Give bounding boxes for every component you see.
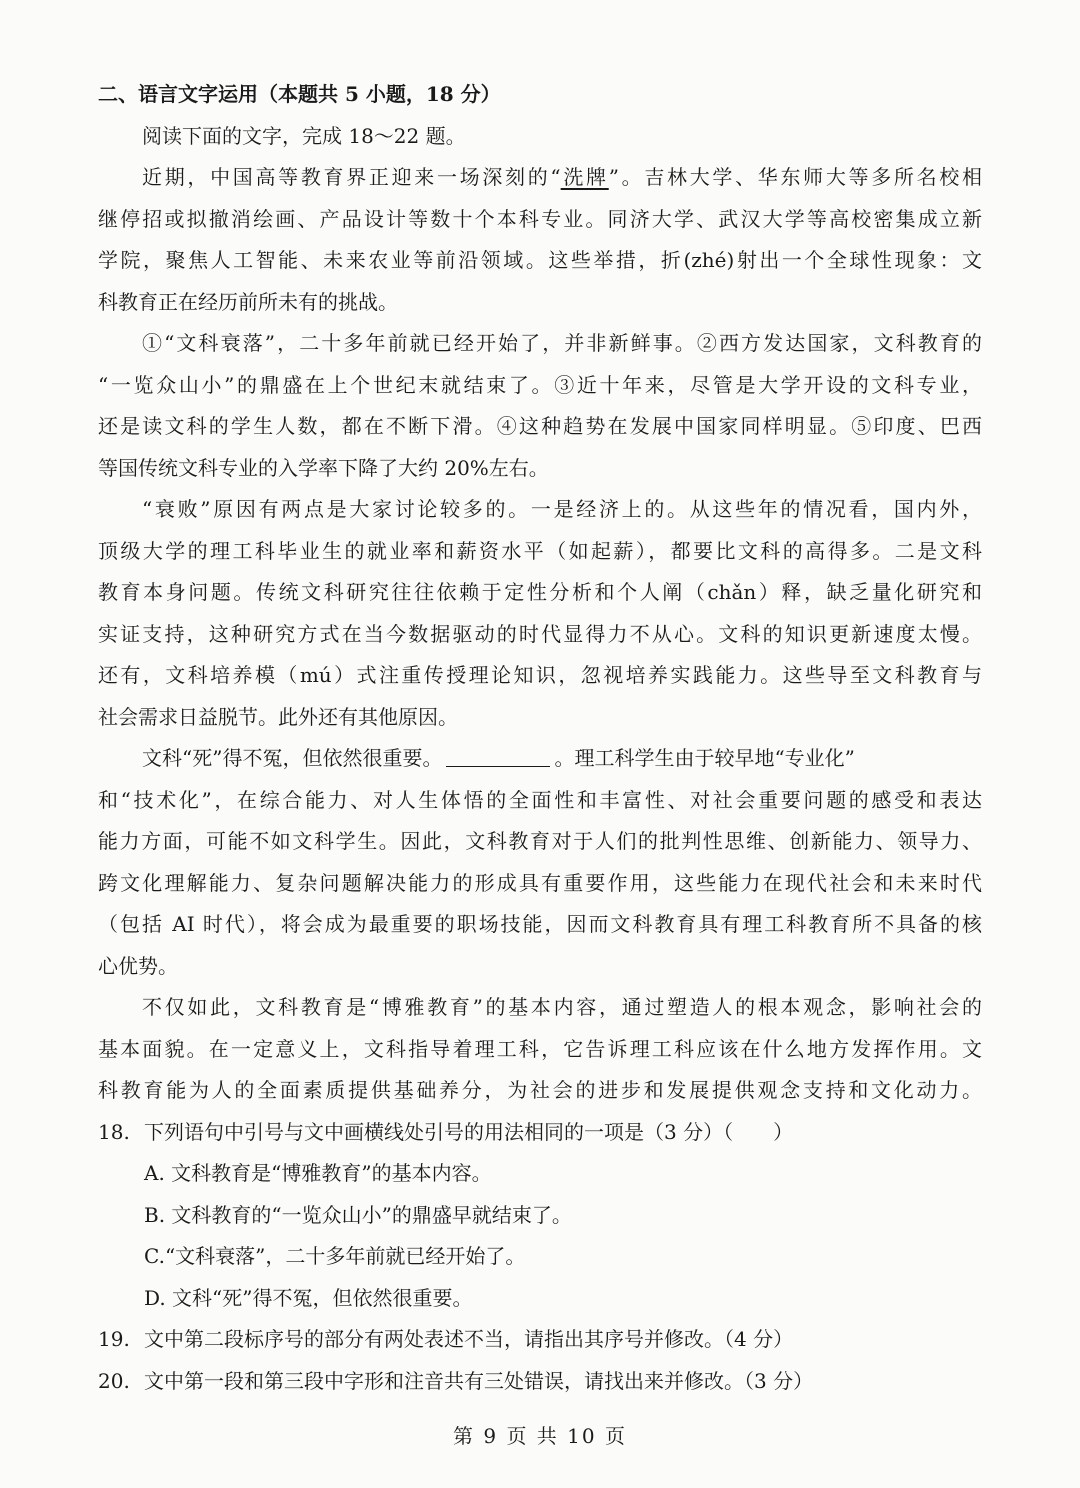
question-20: 20. 文中第一段和第三段中字形和注音共有三处错误，请找出来并修改。（3 分） (98, 1368, 814, 1393)
p5-line-1: 不仅如此，文科教育是“博雅教育”的基本内容，通过塑造人的根本观念，影响社会的 (142, 995, 982, 1019)
p4-line-4: 跨文化理解能力、复杂问题解决能力的形成具有重要作用，这些能力在现代社会和未来时代 (98, 870, 982, 895)
p5-line-2: 基本面貌。在一定意义上，文科指导着理工科，它告诉理工科应该在什么地方发挥作用。文 (98, 1036, 982, 1061)
p4-line-5: （包括 AI 时代），将会成为最重要的职场技能，因而文科教育具有理工科教育所不具备的核 (98, 912, 982, 936)
p3-line-5: 还有，文科培养模（mú）式注重传授理论知识，忽视培养实践能力。这些导至文科教育与 (98, 663, 982, 687)
p4-line-6: 心优势。 (98, 953, 178, 978)
p5-line-3: 科教育能为人的全面素质提供基础养分，为社会的进步和发展提供观念支持和文化动力。 (98, 1078, 982, 1102)
page-content (98, 74, 982, 1402)
instruction: 阅读下面的文字，完成 18～22 题。 (142, 123, 466, 148)
p4-line-2: 和“技术化”，在综合能力、对人生体悟的全面性和丰富性、对社会重要问题的感受和表达 (98, 787, 982, 812)
page-footer: 第 9 页 共 10 页 (453, 1424, 627, 1448)
option-c[interactable]: C.“文科衰落”，二十多年前就已经开始了。 (144, 1244, 526, 1268)
p3-line-3: 教育本身问题。传统文科研究往往依赖于定性分析和个人阐（chǎn）释，缺乏量化研究和 (98, 580, 982, 604)
option-a[interactable]: A. 文科教育是“博雅教育”的基本内容。 (144, 1161, 492, 1185)
section-title: 二、语言文字运用（本题共 5 小题，18 分） (98, 82, 501, 106)
p2-line-2: “一览众山小”的鼎盛在上个世纪末就结束了。③近十年来，尽管是大学开设的文科专业， (98, 372, 982, 397)
p1-line-2: 继停招或拟撤消绘画、产品设计等数十个本科专业。同济大学、武汉大学等高校密集成立新 (98, 206, 982, 231)
p4-line-3: 能力方面，可能不如文科学生。因此，文科教育对于人们的批判性思维、创新能力、领导力、 (98, 829, 982, 853)
p2-line-4: 等国传统文科专业的入学率下降了大约 20%左右。 (98, 455, 549, 480)
question-18: 18. 下列语句中引号与文中画横线处引号的用法相同的一项是（3 分）（ ） (98, 1119, 794, 1144)
p2-line-3: 还是读文科的学生人数，都在不断下滑。④这种趋势在发展中国家同样明显。⑤印度、巴西 (98, 414, 982, 438)
question-19: 19. 文中第二段标序号的部分有两处表述不当，请指出其序号并修改。（4 分） (98, 1327, 794, 1351)
p2-line-1: ①“文科衰落”，二十多年前就已经开始了，并非新鲜事。②西方发达国家，文科教育的 (142, 331, 982, 355)
fill-in-blank[interactable] (446, 742, 550, 767)
p3-line-6: 社会需求日益脱节。此外还有其他原因。 (98, 704, 458, 729)
p3-line-1: “衰败”原因有两点是大家讨论较多的。一是经济上的。从这些年的情况看，国内外， (142, 497, 982, 521)
p3-line-2: 顶级大学的理工科毕业生的就业率和薪资水平（如起薪），都要比文科的高得多。二是文科 (98, 538, 982, 563)
p1-line-4: 科教育正在经历前所未有的挑战。 (98, 289, 398, 314)
underlined-word: 洗牌 (560, 165, 609, 189)
p1-line-3: 学院，聚焦人工智能、未来农业等前沿领域。这些举措，折(zhé)射出一个全球性现象：文 (98, 248, 982, 272)
option-d[interactable]: D. 文科“死”得不冤，但依然很重要。 (144, 1285, 473, 1310)
option-b[interactable]: B. 文科教育的“一览众山小”的鼎盛早就结束了。 (144, 1202, 572, 1227)
p3-line-4: 实证支持，这种研究方式在当今数据驱动的时代显得力不从心。文科的知识更新速度太慢。 (98, 621, 982, 646)
p4-line-1: 文科“死”得不冤，但依然很重要。 。理工科学生由于较早地“专业化” (98, 738, 982, 780)
p1-line-1: 近期，中国高等教育界正迎来一场深刻的“洗牌”。吉林大学、华东师大等多所名校相 (142, 165, 982, 189)
